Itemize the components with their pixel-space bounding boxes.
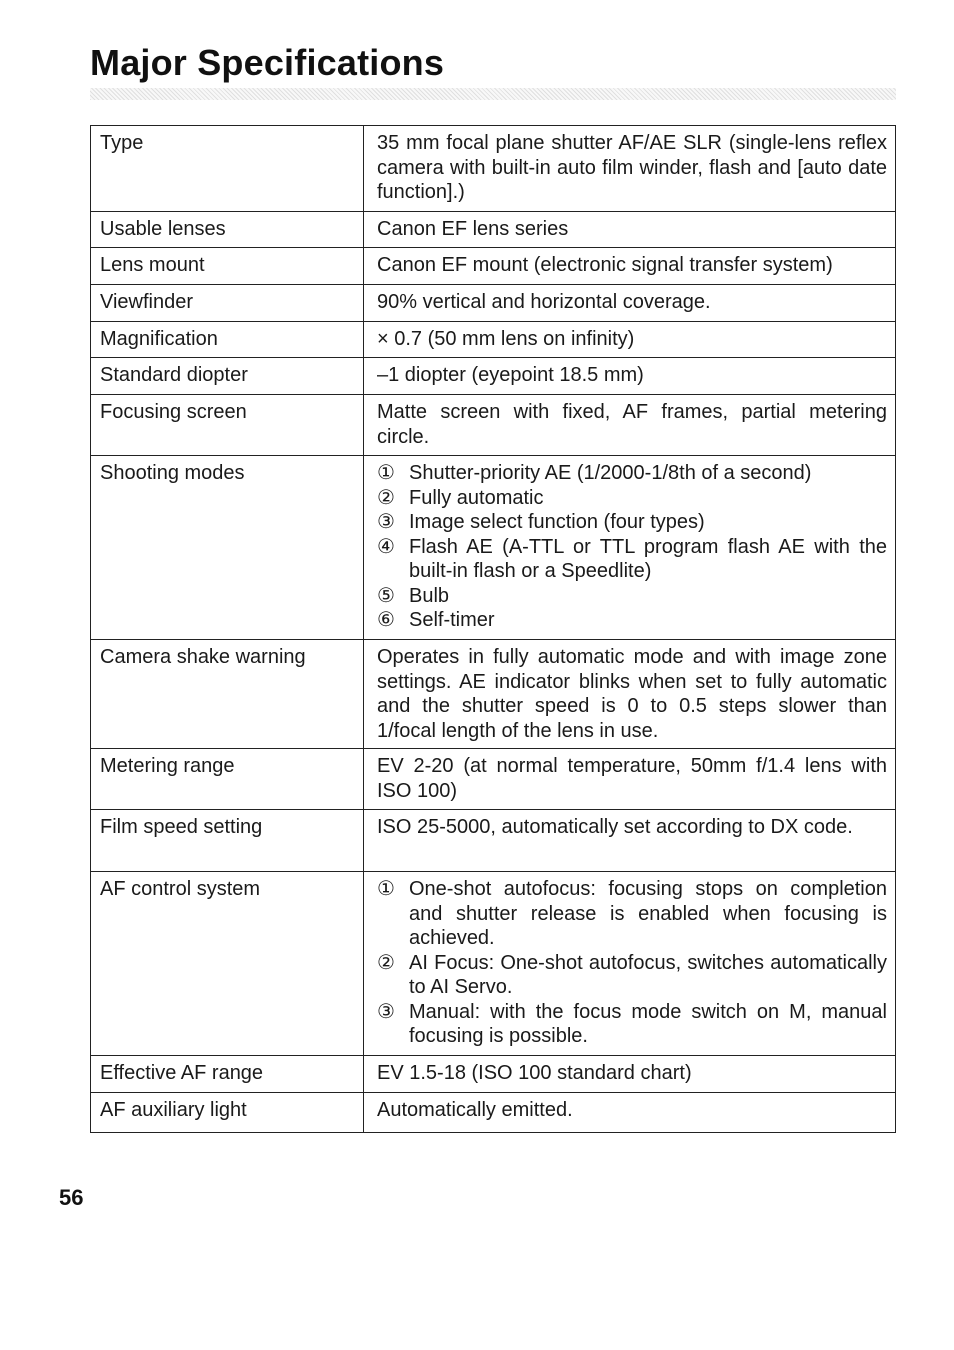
list-item-text: Bulb: [409, 584, 450, 607]
list-item-text: One-shot autofocus: focusing stops on completion and shutter release is enabled when focusing is achieved.: [409, 878, 887, 949]
page-title: Major Specifications: [90, 42, 445, 83]
spec-label: Shooting modes: [91, 456, 364, 640]
spec-row-type: [91, 126, 896, 212]
spec-row-af-control-system: [91, 872, 896, 1056]
circled-number: ②: [377, 951, 395, 974]
list-item: [377, 608, 887, 633]
circled-number: ②: [377, 486, 395, 509]
list-item: [377, 877, 887, 951]
spec-row-lens-mount: [91, 248, 896, 285]
spec-row-effective-af-range: [91, 1056, 896, 1093]
list-item-text: Manual: with the focus mode switch on M, manual focusing is possible.: [409, 1000, 887, 1047]
spec-value: 90% vertical and horizontal coverage.: [364, 285, 896, 322]
spec-value-list: [364, 456, 896, 640]
list-item: [377, 1000, 887, 1049]
spec-row-film-speed-setting: [91, 810, 896, 872]
spec-value: EV 2-20 (at normal temperature, 50mm f/1.4 lens with ISO 100): [364, 749, 896, 810]
list-item-text: Flash AE (A-TTL or TTL program flash AE with the built-in flash or a Speedlite): [409, 535, 887, 582]
circled-number: ①: [377, 878, 395, 900]
spec-row-af-auxiliary-light: [91, 1093, 896, 1133]
spec-value: –1 diopter (eyepoint 18.5 mm): [364, 358, 896, 395]
spec-label: Type: [91, 126, 364, 212]
spec-label: Focusing screen: [91, 395, 364, 456]
spec-value: Canon EF lens series: [364, 212, 896, 248]
spec-value: Automatically emitted.: [364, 1093, 896, 1133]
spec-label: Effective AF range: [91, 1056, 364, 1093]
circled-number: ⑤: [377, 584, 395, 607]
list-item: [377, 584, 887, 609]
spec-row-focusing-screen: [91, 395, 896, 456]
title-divider: [90, 88, 896, 100]
list-item: [377, 461, 887, 486]
circled-number: ③: [377, 1000, 395, 1023]
spec-row-camera-shake-warning: [91, 640, 896, 749]
circled-number: ③: [377, 511, 395, 533]
spec-label: Film speed setting: [91, 810, 364, 872]
list-item: [377, 951, 887, 1000]
spec-row-magnification: [91, 322, 896, 358]
list-item: [377, 486, 887, 511]
list-item-text: Shutter-priority AE (1/2000-1/8th of a second): [409, 462, 812, 484]
spec-value: Operates in fully automatic mode and with image zone settings. AE indicator blinks when set to fully automatic and the shutter speed is 0 to 0.5 steps slower than 1/focal length of the lens in use.: [364, 640, 896, 749]
spec-value-list: [364, 872, 896, 1056]
spec-value: × 0.7 (50 mm lens on infinity): [364, 322, 896, 358]
circled-number: ④: [377, 535, 395, 558]
spec-label: Standard diopter: [91, 358, 364, 395]
spec-row-viewfinder: [91, 285, 896, 322]
list-item-text: AI Focus: One-shot autofocus, switches automatically to AI Servo.: [409, 951, 887, 998]
circled-number: ①: [377, 462, 395, 484]
spec-value: 35 mm focal plane shutter AF/AE SLR (single-lens reflex camera with built-in auto film winder, flash and [auto date function].): [364, 126, 896, 212]
spec-label: AF control system: [91, 872, 364, 1056]
list-item-text: Self-timer: [409, 609, 495, 631]
spec-label: AF auxiliary light: [91, 1093, 364, 1133]
spec-value: EV 1.5-18 (ISO 100 standard chart): [364, 1056, 896, 1093]
spec-value: ISO 25-5000, automatically set according to DX code.: [364, 810, 896, 872]
list-item: [377, 535, 887, 584]
spec-label: Lens mount: [91, 248, 364, 285]
page-number: 56: [59, 1185, 84, 1210]
spec-row-shooting-modes: [91, 456, 896, 640]
spec-label: Magnification: [91, 322, 364, 358]
specifications-table: [90, 125, 896, 1133]
spec-label: Usable lenses: [91, 212, 364, 248]
spec-label: Metering range: [91, 749, 364, 810]
circled-number: ⑥: [377, 609, 395, 631]
spec-value: Canon EF mount (electronic signal transfer system): [364, 248, 896, 285]
list-item: [377, 510, 887, 535]
spec-row-usable-lenses: [91, 212, 896, 248]
spec-label: Camera shake warning: [91, 640, 364, 749]
list-item-text: Fully automatic: [409, 486, 544, 509]
list-item-text: Image select function (four types): [409, 511, 705, 533]
spec-row-standard-diopter: [91, 358, 896, 395]
spec-label: Viewfinder: [91, 285, 364, 322]
spec-row-metering-range: [91, 749, 896, 810]
spec-value: Matte screen with fixed, AF frames, partial metering circle.: [364, 395, 896, 456]
